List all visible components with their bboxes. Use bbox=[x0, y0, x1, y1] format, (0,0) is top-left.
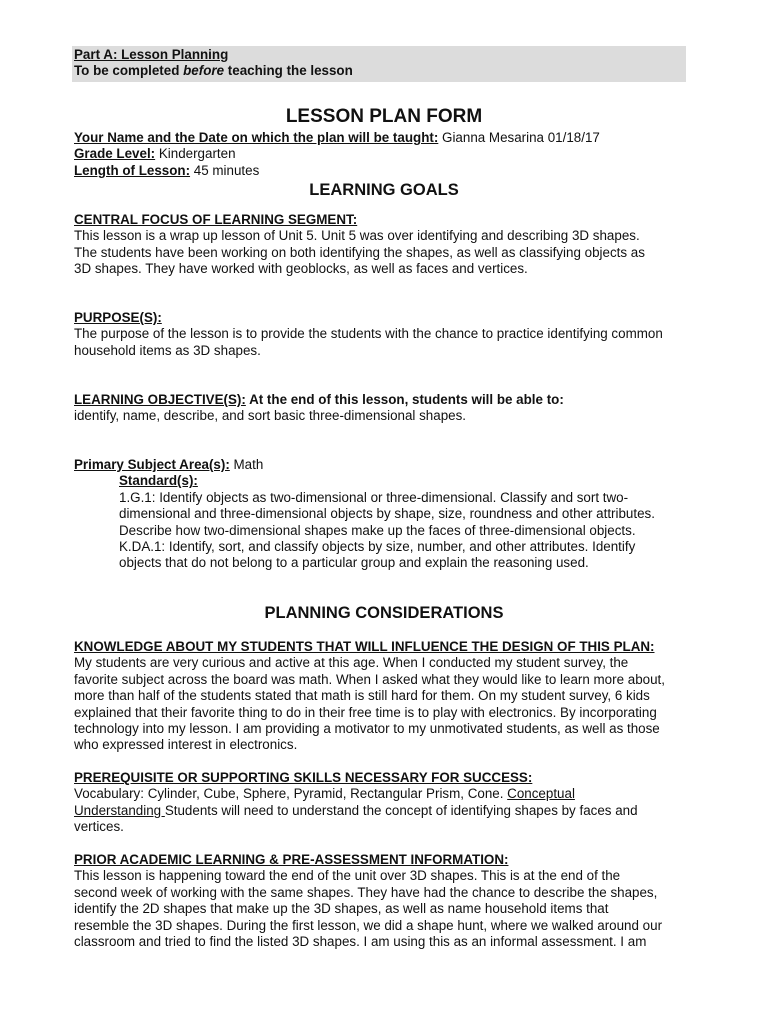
prior-learning-label: PRIOR ACADEMIC LEARNING & PRE-ASSESSMENT INFORMATION: bbox=[74, 852, 509, 867]
length-value: 45 minutes bbox=[190, 162, 260, 178]
vocabulary-text: Vocabulary: Cylinder, Cube, Sphere, Pyramid, Rectangular Prism, Cone. bbox=[74, 786, 508, 802]
objective-text: identify, name, describe, and sort basic three-dimensional shapes. bbox=[74, 408, 467, 424]
subject-line bbox=[74, 457, 694, 473]
conceptual-label: Conceptual bbox=[507, 786, 575, 802]
part-subtitle bbox=[74, 63, 684, 79]
understanding-label: Understanding bbox=[74, 802, 165, 818]
learning-goals-heading: LEARNING GOALS bbox=[309, 181, 459, 199]
prereq-line bbox=[74, 803, 694, 819]
prereq-section bbox=[74, 770, 694, 836]
prior-learning-section bbox=[74, 852, 694, 950]
prior-learning-line: second week of working with the same shapes. They have had the chance to describe the shapes, bbox=[74, 884, 658, 900]
purpose-line: household items as 3D shapes. bbox=[74, 342, 261, 358]
prereq-label: PREREQUISITE OR SUPPORTING SKILLS NECESSARY FOR SUCCESS: bbox=[74, 770, 533, 785]
prior-learning-line: classroom and tried to find the listed 3D shapes. I am using this as an informal assessment. I am bbox=[74, 934, 647, 950]
subject-value: Math bbox=[229, 457, 264, 472]
central-focus-label: CENTRAL FOCUS OF LEARNING SEGMENT: bbox=[74, 212, 358, 227]
prior-learning-line: This lesson is happening toward the end of the unit over 3D shapes. This is at the end of the bbox=[74, 868, 621, 884]
knowledge-line: explained that their favorite thing to do in their free time is to play with electronics. By incorporating bbox=[74, 704, 657, 720]
central-focus-line: The students have been working on both identifying the shapes, as well as classifying objects as bbox=[74, 244, 645, 260]
grade-label: Grade Level: bbox=[74, 146, 156, 162]
purpose-label: PURPOSE(S): bbox=[74, 310, 162, 325]
subtitle-post: teaching the lesson bbox=[224, 63, 353, 79]
central-focus-section bbox=[74, 212, 694, 278]
standard-line: Describe how two-dimensional shapes make up the faces of three-dimensional objects. bbox=[119, 522, 636, 538]
part-title: Part A: Lesson Planning bbox=[74, 47, 229, 62]
prior-learning-line: identify the 2D shapes that make up the 3D shapes, as well as name household items that bbox=[74, 901, 609, 917]
subtitle-pre: To be completed bbox=[74, 63, 184, 79]
length-label: Length of Lesson: bbox=[74, 162, 191, 178]
info-section bbox=[74, 130, 694, 179]
standards-label: Standard(s): bbox=[119, 473, 198, 489]
prior-learning-line: resemble the 3D shapes. During the first lesson, we did a shape hunt, where we walked around our bbox=[74, 917, 663, 933]
standard-line: 1.G.1: Identify objects as two-dimensional or three-dimensional. Classify and sort two- bbox=[119, 489, 629, 505]
prereq-line: vertices. bbox=[74, 819, 124, 835]
subject-label: Primary Subject Area(s): bbox=[74, 457, 230, 472]
knowledge-line: more than half of the students stated that math is still hard for them. On my student survey, 6 kids bbox=[74, 688, 650, 704]
objective-label: LEARNING OBJECTIVE(S): bbox=[74, 392, 246, 407]
objective-section bbox=[74, 392, 694, 425]
name-date-label: Your Name and the Date on which the plan will be taught: bbox=[74, 130, 439, 145]
prereq-text: Students will need to understand the concept of identifying shapes by faces and bbox=[164, 802, 638, 818]
knowledge-section bbox=[74, 639, 694, 754]
knowledge-line: technology into my lesson. I am providing a motivator to my unmotivated students, as well as those bbox=[74, 721, 660, 737]
purpose-line: The purpose of the lesson is to provide the students with the chance to practice identifying common bbox=[74, 326, 663, 342]
purpose-section bbox=[74, 310, 694, 359]
name-date-line bbox=[74, 130, 694, 146]
form-title: LESSON PLAN FORM bbox=[285, 106, 483, 127]
subject-section bbox=[74, 457, 694, 572]
standard-line: objects that do not belong to a particular group and explain the reasoning used. bbox=[119, 555, 589, 571]
central-focus-line: 3D shapes. They have worked with geoblocks, as well as faces and vertices. bbox=[74, 261, 528, 277]
knowledge-line: who expressed interest in electronics. bbox=[74, 737, 298, 753]
length-line bbox=[74, 163, 694, 179]
standard-line: dimensional and three-dimensional objects by shape, size, roundness and other attributes. bbox=[119, 506, 655, 522]
objective-heading bbox=[74, 392, 694, 408]
standard-line: K.DA.1: Identify, sort, and classify objects by size, number, and other attributes. Identify bbox=[119, 539, 636, 555]
subtitle-emphasis: before bbox=[183, 63, 225, 79]
name-date-value: Gianna Mesarina 01/18/17 bbox=[438, 130, 600, 145]
part-header bbox=[72, 46, 686, 82]
grade-line bbox=[74, 146, 694, 162]
planning-heading: PLANNING CONSIDERATIONS bbox=[264, 604, 504, 622]
central-focus-line: This lesson is a wrap up lesson of Unit 5. Unit 5 was over identifying and describing 3D shapes. bbox=[74, 228, 640, 244]
knowledge-label: KNOWLEDGE ABOUT MY STUDENTS THAT WILL INFLUENCE THE DESIGN OF THIS PLAN: bbox=[74, 639, 655, 654]
knowledge-line: favorite subject across the board was math. When I asked what they would like to learn more about, bbox=[74, 671, 665, 687]
grade-value: Kindergarten bbox=[155, 146, 236, 162]
standards-block bbox=[74, 473, 694, 571]
knowledge-line: My students are very curious and active at this age. When I conducted my student survey, the bbox=[74, 655, 629, 671]
objective-suffix: At the end of this lesson, students will be able to: bbox=[245, 392, 564, 407]
prereq-line bbox=[74, 786, 694, 802]
